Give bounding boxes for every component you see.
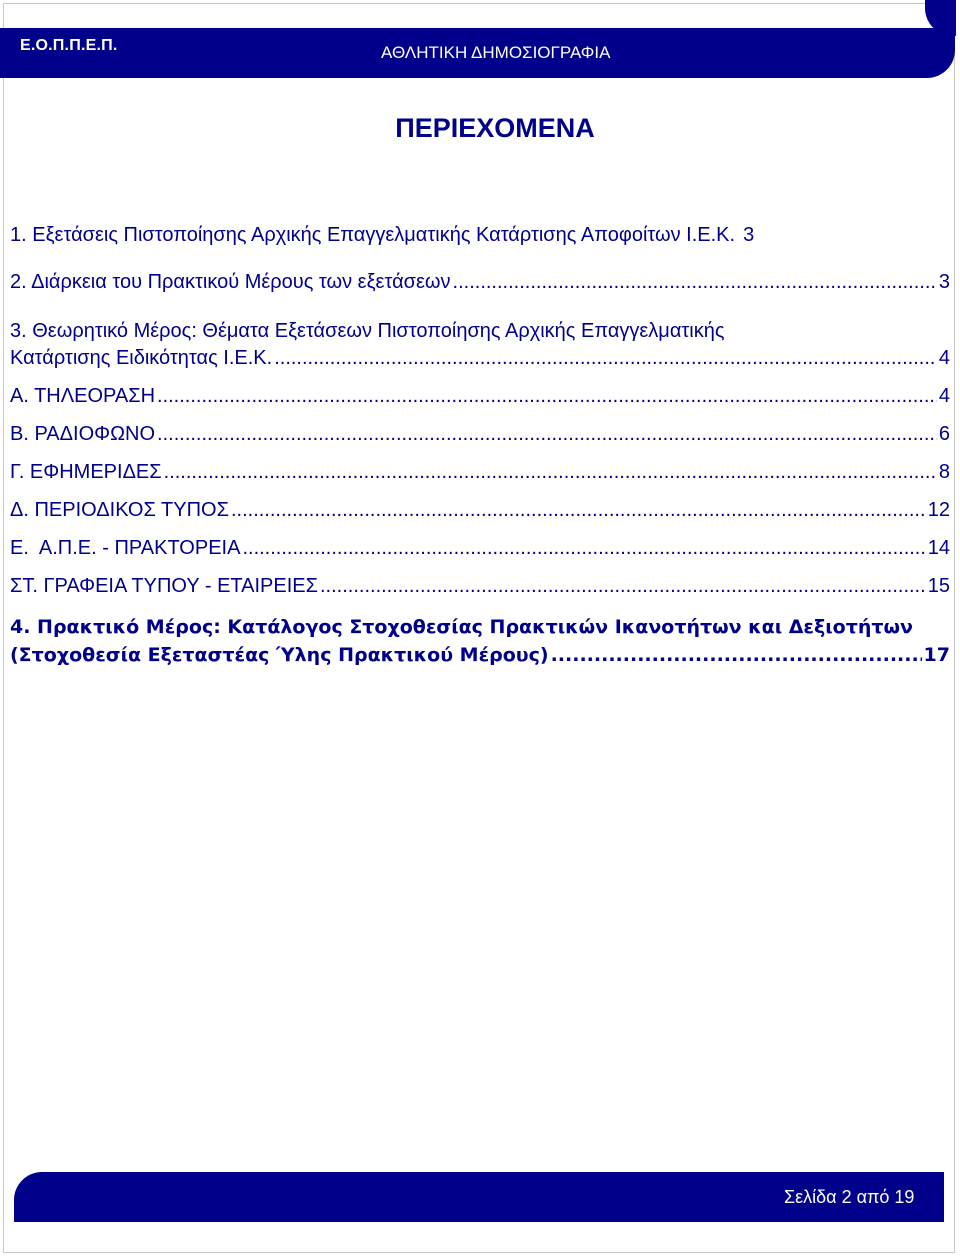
toc-leader-dots bbox=[157, 423, 937, 446]
toc-entry-text: Γ. ΕΦΗΜΕΡΙΔΕΣ bbox=[10, 461, 162, 483]
toc-leader-dots bbox=[551, 644, 922, 666]
toc-entry-page: 8 bbox=[938, 461, 950, 483]
toc-entry-text: Α. ΤΗΛΕΟΡΑΣΗ bbox=[10, 385, 156, 407]
toc-entry-page: 4 bbox=[938, 385, 950, 407]
toc-entry-text: 1. Εξετάσεις Πιστοποίησης Αρχικής Επαγγελματικής Κατάρτισης Αποφοίτων Ι.Ε.Κ. bbox=[10, 224, 736, 246]
toc-entry-page: 6 bbox=[938, 423, 950, 445]
toc-entry-page: 3 bbox=[743, 224, 755, 246]
toc-entry-text: Β. ΡΑΔΙΟΦΩΝΟ bbox=[10, 423, 156, 445]
toc-entry-text: Ε. Α.Π.Ε. - ΠΡΑΚΤΟΡΕΙΑ bbox=[10, 537, 241, 559]
toc-entry-page: 14 bbox=[927, 537, 950, 559]
toc-leader-dots bbox=[320, 575, 926, 598]
toc-entry[interactable] bbox=[10, 423, 950, 446]
toc-entry[interactable] bbox=[10, 644, 950, 666]
toc-entry-text: 2. Διάρκεια του Πρακτικού Μέρους των εξετάσεων bbox=[10, 271, 451, 293]
toc-entry-page: 4 bbox=[938, 347, 950, 369]
toc-leader-dots bbox=[231, 499, 926, 522]
toc-leader-dots bbox=[157, 385, 937, 408]
toc-entry[interactable] bbox=[10, 537, 950, 560]
toc-leader-dots bbox=[274, 347, 937, 370]
toc-entry-text: (Στοχοθεσία Εξεταστέας Ύλης Πρακτικού Μέρους) bbox=[10, 644, 549, 666]
toc-leader-dots bbox=[242, 537, 925, 560]
toc-entry-text: ΣΤ. ΓΡΑΦΕΙΑ ΤΥΠΟΥ - ΕΤΑΙΡΕΙΕΣ bbox=[10, 575, 318, 597]
toc-title: ΠΕΡΙΕΧΟΜΕΝΑ bbox=[395, 113, 595, 143]
toc-entry[interactable] bbox=[10, 499, 950, 522]
toc-leader-dots bbox=[164, 461, 937, 484]
toc-entry[interactable] bbox=[10, 461, 950, 484]
toc-entry[interactable] bbox=[10, 385, 950, 408]
toc-entry-page: 17 bbox=[923, 644, 950, 666]
toc-entry[interactable] bbox=[10, 347, 950, 370]
header-specialty: ΑΘΛΗΤΙΚΗ ΔΗΜΟΣΙΟΓΡΑΦΙΑ bbox=[381, 43, 611, 62]
toc-entry-page: 3 bbox=[938, 271, 950, 293]
toc-entry[interactable] bbox=[10, 575, 950, 598]
page-number: Σελίδα 2 από 19 bbox=[784, 1187, 915, 1207]
toc-entry-page: 15 bbox=[927, 575, 950, 597]
toc-entry-page: 12 bbox=[927, 499, 950, 521]
toc-entry-text-line1: 4. Πρακτικό Μέρος: Κατάλογος Στοχοθεσίας Πρακτικών Ικανοτήτων και Δεξιοτήτων bbox=[10, 616, 913, 638]
toc-entry-text: Κατάρτισης Ειδικότητας Ι.Ε.Κ. bbox=[10, 347, 273, 369]
toc-entry-text: Δ. ΠΕΡΙΟΔΙΚΟΣ ΤΥΠΟΣ bbox=[10, 499, 229, 521]
toc-entry[interactable] bbox=[10, 271, 950, 294]
toc-entry-text-line1: 3. Θεωρητικό Μέρος: Θέματα Εξετάσεων Πιστοποίησης Αρχικής Επαγγελματικής bbox=[10, 320, 725, 342]
toc-leader-dots bbox=[453, 271, 937, 294]
header-organization: Ε.Ο.Π.Π.Ε.Π. bbox=[20, 37, 118, 54]
toc-entry[interactable] bbox=[10, 224, 950, 247]
